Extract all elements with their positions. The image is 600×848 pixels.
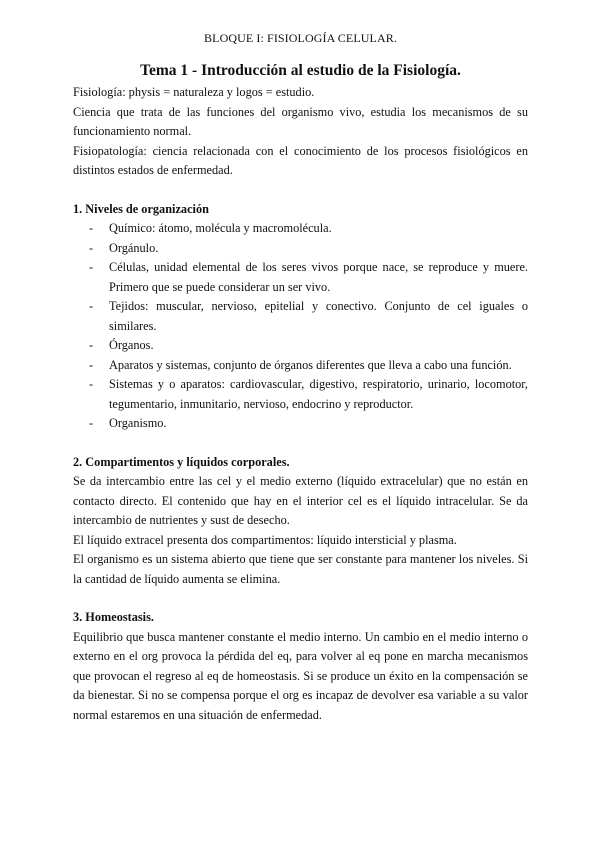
list-item: - Organismo. xyxy=(73,414,528,434)
dash-bullet: - xyxy=(89,338,94,352)
intro-paragraph-2: Ciencia que trata de las funciones del organismo vivo, estudia los mecanismos de su funcionamiento normal. xyxy=(73,104,528,138)
dash-bullet: - xyxy=(89,260,94,274)
dash-bullet: - xyxy=(89,221,94,235)
dash-bullet: - xyxy=(89,240,94,255)
list-item: - Células, unidad elemental de los seres vivos porque nace, se reproduce y muere. Primero que se puede considerar un ser vivo. xyxy=(89,260,528,294)
section-2-title: 2. Compartimentos y líquidos corporales. xyxy=(73,454,290,469)
list-item: - Sistemas y o aparatos: cardiovascular, digestivo, respiratorio, urinario, locomotor, tegumentario, inmunitario, nervioso, endocrino y reproductor. xyxy=(89,377,528,411)
dash-bullet: - xyxy=(89,299,94,313)
list-item: - Químico: átomo, molécula y macromolécula. xyxy=(73,219,528,239)
section-2-paragraph-1: Se da intercambio entre las cel y el medio externo (líquido extracelular) que no están en contacto directo. El contenido que hay en el interior cel es el líquido intracelular. Se da intercambio de nutrientes y sust de desecho. xyxy=(73,474,528,527)
dash-bullet: - xyxy=(89,416,94,430)
section-2-paragraph-2: El líquido extracel presenta dos compartimentos: líquido intersticial y plasma. xyxy=(73,532,457,547)
list-item: - Tejidos: muscular, nervioso, epitelial y conectivo. Conjunto de cel iguales o similares. xyxy=(89,299,528,333)
organization-levels-list xyxy=(73,219,528,434)
list-item: - Orgánulo. xyxy=(73,239,528,259)
block-header: BLOQUE I: FISIOLOGÍA CELULAR. xyxy=(204,31,397,45)
intro-paragraph-1: Fisiología: physis = naturaleza y logos = estudio. xyxy=(73,85,315,99)
dash-bullet: - xyxy=(89,357,94,372)
list-item: - Aparatos y sistemas, conjunto de órganos diferentes que lleva a cabo una función. xyxy=(73,356,528,376)
topic-title: Tema 1 - Introducción al estudio de la Fisiología. xyxy=(140,62,461,79)
intro-paragraph-3: Fisiopatología: ciencia relacionada con el conocimiento de los procesos fisiológicos en distintos estados de enfermedad. xyxy=(73,143,528,177)
section-3-title: 3. Homeostasis. xyxy=(73,610,154,624)
section-3-paragraph-1: Equilibrio que busca mantener constante el medio interno. Un cambio en el medio interno o externo en el org provoca la pérdida del eq, para volver al eq pone en marcha mecanismos que provocan el regreso al eq de homeostasis. Si se produce un éxito en la compensación se da bienestar. Si no se compensa porque el org es incapaz de devolver esa variable a su valor normal estaremos en una situación de enfermedad. xyxy=(73,629,528,722)
list-item: - Órganos. xyxy=(73,336,528,356)
section-2-paragraph-3: El organismo es un sistema abierto que tiene que ser constante para mantener los niveles. Si la cantidad de líquido aumenta se elimina. xyxy=(73,552,528,586)
section-1-title: 1. Niveles de organización xyxy=(73,201,209,216)
dash-bullet: - xyxy=(89,377,94,391)
